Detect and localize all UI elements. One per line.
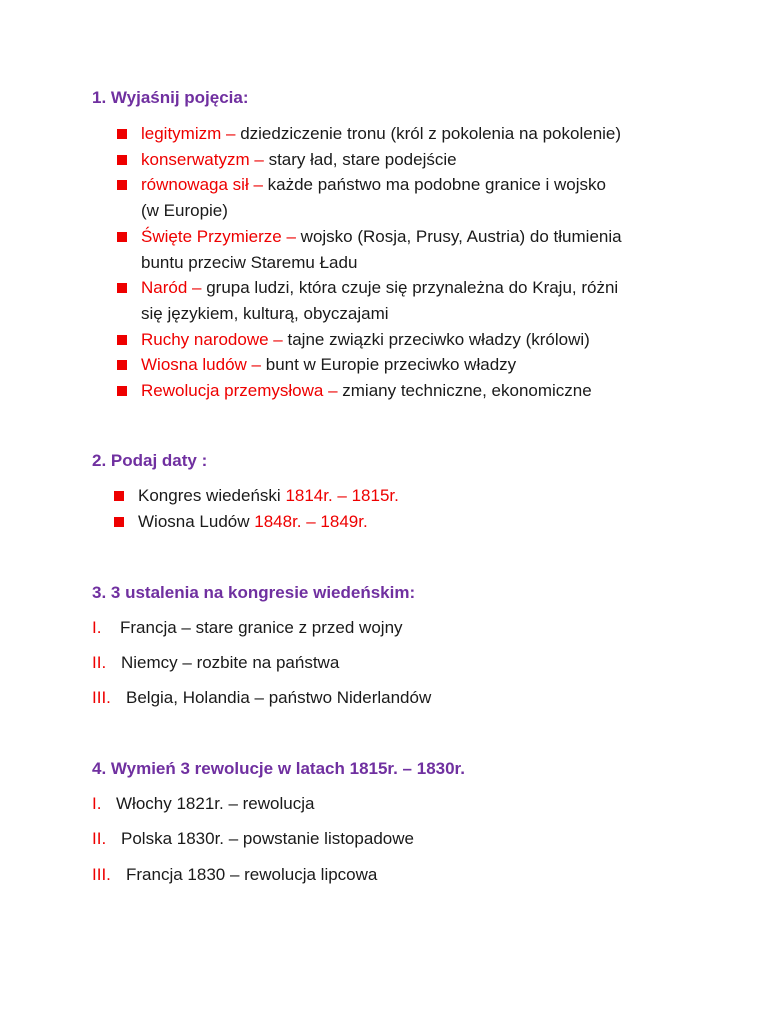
- list-item: [92, 653, 339, 673]
- event-dates: 1848r. – 1849r.: [254, 511, 368, 531]
- list-item: [0, 509, 399, 535]
- list-item-text: Polska 1830r. – powstanie listopadowe: [121, 829, 414, 848]
- roman-numeral: I.: [92, 618, 102, 637]
- list-item: [92, 829, 414, 849]
- definition-text: każde państwo ma podobne granice i wojsko: [267, 175, 606, 195]
- definition-text-continued: (w Europie): [141, 201, 228, 221]
- bullet-square-icon: [117, 232, 127, 242]
- list-item-text: Włochy 1821r. – rewolucja: [116, 794, 315, 813]
- event-name: Wiosna Ludów: [138, 511, 250, 531]
- list-item-text: Francja 1830 – rewolucja lipcowa: [126, 865, 378, 884]
- section-1-heading: 1. Wyjaśnij pojęcia:: [92, 88, 249, 107]
- bullet-square-icon: [114, 517, 124, 527]
- definition-term: Ruchy narodowe –: [141, 329, 283, 349]
- roman-numeral: II.: [92, 653, 107, 672]
- definition-text: dziedziczenie tronu (król z pokolenia na pokolenie): [240, 124, 622, 143]
- list-item: [92, 865, 377, 885]
- date-line: [138, 509, 399, 535]
- list-item: [0, 378, 622, 404]
- definition-line: [141, 378, 622, 404]
- definition-line: [141, 147, 622, 173]
- list-item: [0, 352, 622, 378]
- bullet-square-icon: [117, 180, 127, 190]
- section-3-heading: 3. 3 ustalenia na kongresie wiedeńskim:: [92, 583, 416, 602]
- definition-term: Naród –: [141, 278, 202, 298]
- bullet-square-icon: [114, 491, 124, 501]
- definition-text: tajne związki przeciwko władzy (królowi): [287, 329, 590, 349]
- list-item: [0, 147, 622, 173]
- list-item: [92, 618, 403, 638]
- list-item: [0, 121, 622, 147]
- list-item: [0, 483, 399, 509]
- list-item: [92, 688, 431, 708]
- definition-text: bunt w Europie przeciwko władzy: [265, 355, 517, 375]
- bullet-square-icon: [117, 129, 127, 139]
- definition-line: [141, 327, 622, 353]
- definition-text: grupa ludzi, która czuje się przynależna do Kraju, różni: [206, 278, 619, 298]
- definition-term: Święte Przymierze –: [141, 226, 296, 246]
- definition-line: [141, 121, 622, 147]
- roman-numeral: II.: [92, 829, 107, 848]
- list-item: [92, 794, 314, 814]
- list-item: [0, 172, 622, 223]
- bullet-square-icon: [117, 335, 127, 345]
- bullet-square-icon: [117, 155, 127, 165]
- definition-text: wojsko (Rosja, Prusy, Austria) do tłumienia: [300, 226, 622, 246]
- definitions-list: [0, 121, 622, 404]
- roman-numeral: I.: [92, 794, 102, 813]
- definition-text: stary ład, stare podejście: [268, 149, 457, 169]
- definition-line: [141, 172, 622, 198]
- definition-term: Rewolucja przemysłowa –: [141, 381, 338, 401]
- definition-term: legitymizm –: [141, 124, 236, 143]
- section-4-heading: 4. Wymień 3 rewolucje w latach 1815r. – 1830r.: [92, 759, 465, 778]
- section-2-heading: 2. Podaj daty :: [92, 451, 208, 470]
- bullet-square-icon: [117, 283, 127, 293]
- definition-line: [141, 275, 622, 301]
- list-item: [0, 275, 622, 326]
- definition-line: [141, 224, 622, 250]
- definition-term: Wiosna ludów –: [141, 355, 262, 375]
- definition-text: zmiany techniczne, ekonomiczne: [342, 381, 592, 401]
- definition-term: konserwatyzm –: [141, 149, 264, 169]
- list-item-text: Niemcy – rozbite na państwa: [121, 653, 340, 672]
- list-item-text: Belgia, Holandia – państwo Niderlandów: [126, 688, 432, 707]
- roman-numeral: III.: [92, 865, 111, 884]
- date-line: [138, 483, 399, 509]
- bullet-square-icon: [117, 386, 127, 396]
- list-item: [0, 224, 622, 275]
- list-item-text: Francja – stare granice z przed wojny: [120, 618, 403, 637]
- event-name: Kongres wiedeński: [138, 486, 281, 505]
- definition-text-continued: buntu przeciw Staremu Ładu: [141, 252, 358, 272]
- definition-text-continued: się językiem, kulturą, obyczajami: [141, 303, 389, 323]
- dates-list: [0, 483, 399, 534]
- bullet-square-icon: [117, 360, 127, 370]
- list-item: [0, 327, 622, 353]
- event-dates: 1814r. – 1815r.: [285, 486, 399, 505]
- definition-term: równowaga sił –: [141, 175, 263, 195]
- definition-line: [141, 352, 622, 378]
- roman-numeral: III.: [92, 688, 111, 707]
